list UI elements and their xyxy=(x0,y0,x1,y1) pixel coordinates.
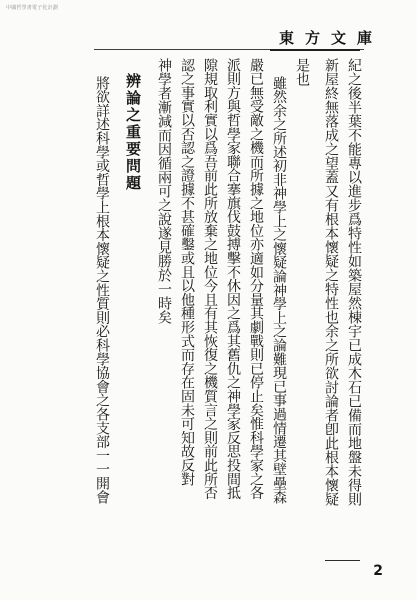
text-column-7: 隙規取利實以爲吾前此所放棄之地位今且有其恢復之機質言之則前此所否 xyxy=(202,58,218,500)
text-column-9: 神學者漸減而因循兩可之說遂見勝於一時矣 xyxy=(156,58,172,324)
text-column-5: 嚴已無受敵之機而所據之地位亦適如分量其劇戰則已停止矣惟科學家之各 xyxy=(248,58,264,500)
header-rule-bold xyxy=(270,49,360,51)
section-heading: 辨論之重要問題 xyxy=(124,73,142,192)
page-number: 2 xyxy=(373,563,383,579)
text-column-6: 派則方與哲學家聯合搴旗伐鼓搏擊不休因之爲其舊仇之神學家反思投間抵 xyxy=(225,58,241,500)
text-column-4: 雖然余之所述初非神學上之懷疑論神學上之論難現已事過情遷其壁壘森 xyxy=(271,76,287,504)
watermark-stamp: 中國哲學書電子化計劃 xyxy=(6,5,59,11)
text-column-2: 新屋終無落成之望蓋又有根本懷疑之特性也余之所欲討論者卽此根本懷疑 xyxy=(323,58,339,506)
page-number-rule xyxy=(325,560,360,561)
body-text xyxy=(30,58,365,568)
text-column-3: 是也 xyxy=(294,58,310,86)
text-column-1: 紀之後半葉不能專以進步爲特性如築屋然棟宇已成木石已備而地盤未得則 xyxy=(346,58,362,506)
text-column-10: 將欲詳述科學或哲學上根本懷疑之性質則必科學協會之各支部一一開會 xyxy=(94,76,110,504)
text-column-8: 認之事實以否認之證據不甚確鑿或且以他種形式而存在固未可知故反對 xyxy=(179,58,195,486)
running-head: 東方文庫 xyxy=(278,29,383,47)
